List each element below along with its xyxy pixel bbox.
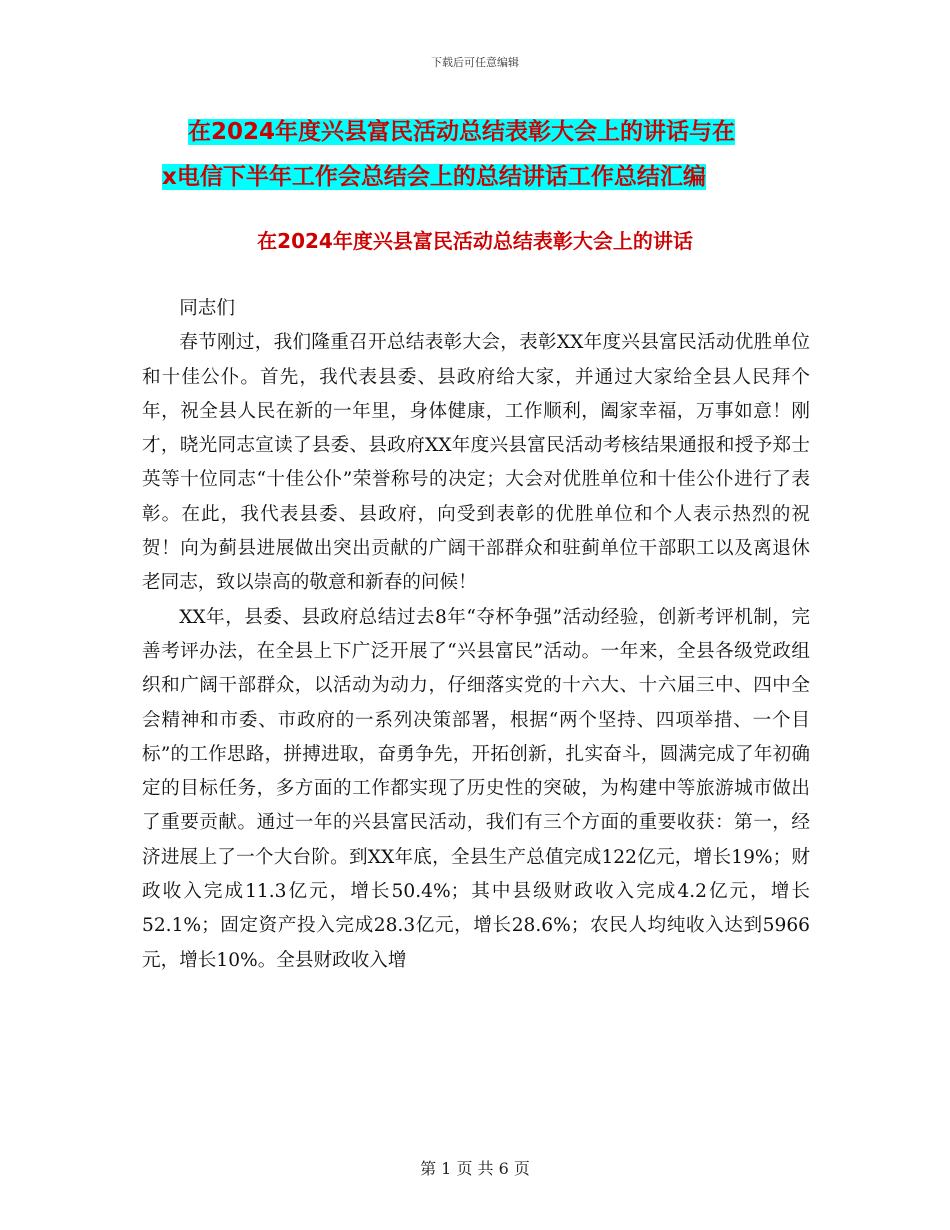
section-title: 在2024年度兴县富民活动总结表彰大会上的讲话 bbox=[257, 229, 693, 253]
body-paragraph-1: 春节刚过，我们隆重召开总结表彰大会，表彰XX年度兴县富民活动优胜单位和十佳公仆。首先，我代表县委、县政府给大家，并通过大家给全县人民拜个年，祝全县人民在新的一年里，身体健康，工作顺利，阖家幸福，万事如意！刚才，晓光同志宣读了县委、县政府XX年度兴县富民活动考核结果通报和授予郑士英等十位同志“十佳公仆”荣誉称号的决定；大会对优胜单位和十佳公仆进行了表彰。在此，我代表县委、县政府，向受到表彰的优胜单位和个人表示热烈的祝贺！向为蓟县进展做出突出贡献的广阔干部群众和驻蓟单位干部职工以及离退休老同志，致以崇高的敬意和新春的问候！ bbox=[142, 332, 810, 594]
document-title-line-2: x电信下半年工作会总结会上的总结讲话工作总结汇编 bbox=[162, 164, 706, 190]
page-number-footer: 第 1 页 共 6 页 bbox=[420, 1159, 530, 1178]
document-body bbox=[142, 292, 810, 978]
salutation: 同志们 bbox=[179, 298, 235, 319]
page-header-note: 下载后可任意编辑 bbox=[431, 56, 519, 69]
body-paragraph-2: XX年，县委、县政府总结过去8年“夺杯争强”活动经验，创新考评机制，完善考评办法，在全县上下广泛开展了“兴县富民”活动。一年来，全县各级党政组织和广阔干部群众，以活动为动力，仔细落实党的十六大、十六届三中、四中全会精神和市委、市政府的一系列决策部署，根据“两个坚持、四项举措、一个目标”的工作思路，拼搏进取，奋勇争先，开拓创新，扎实奋斗，圆满完成了年初确定的目标任务，多方面的工作都实现了历史性的突破，为构建中等旅游城市做出了重要贡献。通过一年的兴县富民活动，我们有三个方面的重要收获：第一，经济进展上了一个大台阶。到XX年底，全县生产总值完成122亿元，增长19%；财政收入完成11.3亿元，增长50.4%；其中县级财政收入完成4.2亿元，增长52.1%；固定资产投入完成28.3亿元，增长28.6%；农民人均纯收入达到5966元，增长10%。全县财政收入增 bbox=[142, 606, 810, 971]
document-title bbox=[140, 110, 820, 200]
document-title-line-1: 在2024年度兴县富民活动总结表彰大会上的讲话与在 bbox=[188, 119, 736, 145]
